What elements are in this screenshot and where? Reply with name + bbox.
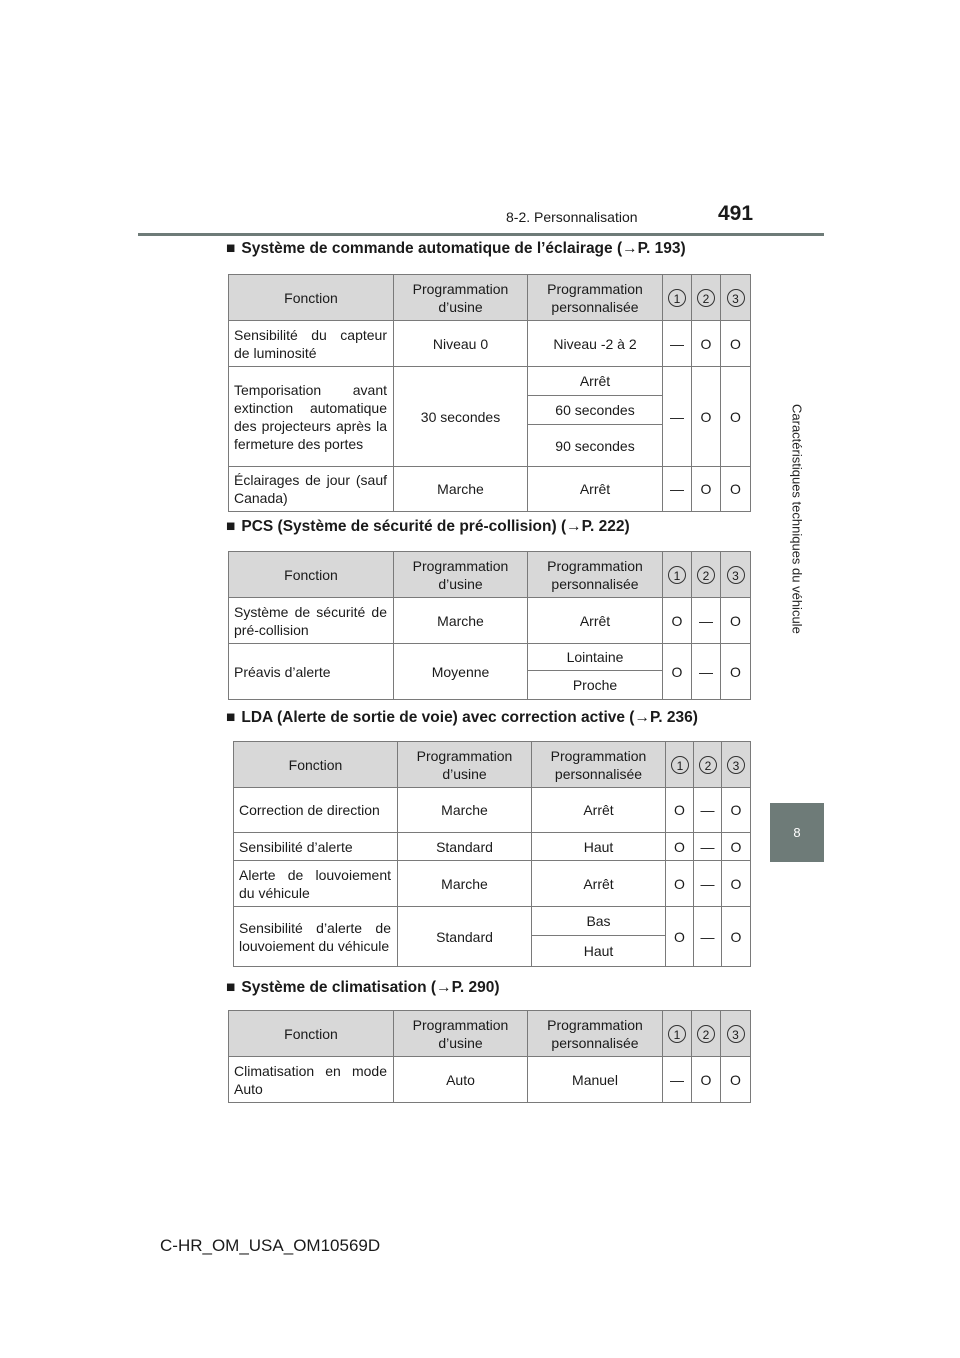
table-header-row bbox=[229, 552, 751, 598]
circled-2-icon: 2 bbox=[699, 756, 717, 774]
cell-usine: Marche bbox=[398, 861, 532, 907]
cell-perso: Arrêt bbox=[528, 467, 663, 512]
col-header-perso: Programmation personnalisée bbox=[528, 1011, 663, 1057]
section-title: PCS (Système de sécurité de pré-collision) ( bbox=[241, 518, 567, 535]
circled-1-icon: 1 bbox=[668, 566, 686, 584]
cell-fonction: Préavis d’alerte bbox=[229, 644, 394, 700]
cell-c1: O bbox=[666, 861, 694, 907]
col-header-perso: Programmation personnalisée bbox=[528, 552, 663, 598]
cell-c3: O bbox=[721, 1057, 751, 1103]
cell-c3: O bbox=[722, 833, 751, 861]
cell-c3: O bbox=[721, 321, 751, 367]
cell-c3: O bbox=[721, 644, 751, 700]
cell-c2: O bbox=[692, 367, 721, 467]
header-rule bbox=[138, 233, 824, 236]
side-tab bbox=[770, 238, 824, 800]
page-number: 491 bbox=[718, 202, 754, 225]
cell-fonction: Correction de direction bbox=[234, 788, 398, 833]
cell-c3: O bbox=[722, 788, 751, 833]
circled-3-icon: 3 bbox=[727, 289, 745, 307]
cell-c1: O bbox=[663, 598, 692, 644]
circled-1-icon: 1 bbox=[671, 756, 689, 774]
cell-usine: Standard bbox=[398, 833, 532, 861]
cell-perso: Arrêt bbox=[532, 788, 666, 833]
cell-c3: O bbox=[721, 367, 751, 467]
cell-c2: — bbox=[694, 833, 722, 861]
cell-perso: Arrêt bbox=[528, 598, 663, 644]
cell-c2: — bbox=[694, 861, 722, 907]
side-tab-title: Caractéristiques techniques du véhicule bbox=[789, 404, 805, 634]
table-row bbox=[229, 644, 751, 671]
arrow-icon: → bbox=[436, 979, 452, 996]
document-code: C-HR_OM_USA_OM10569D bbox=[160, 1236, 381, 1255]
circled-1-icon: 1 bbox=[668, 1025, 686, 1043]
table-header-row bbox=[229, 275, 751, 321]
table-row bbox=[229, 598, 751, 644]
cell-c1: O bbox=[666, 907, 694, 967]
col-header-fonction: Fonction bbox=[229, 552, 394, 598]
cell-c3: O bbox=[722, 907, 751, 967]
cell-c2: O bbox=[692, 467, 721, 512]
circled-3-icon: 3 bbox=[727, 756, 745, 774]
section-heading-lda bbox=[226, 709, 698, 727]
cell-c1: — bbox=[663, 321, 692, 367]
table-row bbox=[229, 367, 751, 396]
square-bullet-icon: ■ bbox=[226, 709, 236, 726]
page-ref-link[interactable]: P. 222) bbox=[581, 518, 630, 535]
cell-perso: Arrêt bbox=[528, 367, 663, 396]
circled-3-icon: 3 bbox=[727, 1025, 745, 1043]
cell-usine: Marche bbox=[394, 467, 528, 512]
section-heading-pcs bbox=[226, 518, 630, 536]
cell-usine: Auto bbox=[394, 1057, 528, 1103]
page-ref-link[interactable]: P. 193) bbox=[637, 240, 686, 257]
cell-perso: Bas bbox=[532, 907, 666, 936]
cell-perso: Lointaine bbox=[528, 644, 663, 671]
circled-3-icon: 3 bbox=[727, 566, 745, 584]
table-lda bbox=[233, 741, 751, 967]
arrow-icon: → bbox=[622, 240, 638, 257]
circled-2-icon: 2 bbox=[697, 566, 715, 584]
section-heading-climatisation bbox=[226, 979, 500, 997]
circled-1-icon: 1 bbox=[668, 289, 686, 307]
section-title: Système de climatisation ( bbox=[241, 979, 437, 996]
arrow-icon: → bbox=[634, 709, 650, 726]
side-tab-chapter: 8 bbox=[770, 803, 824, 862]
cell-c1: — bbox=[663, 467, 692, 512]
table-eclairage bbox=[228, 274, 751, 512]
cell-c1: O bbox=[666, 788, 694, 833]
cell-c1: O bbox=[663, 644, 692, 700]
cell-perso: Haut bbox=[532, 833, 666, 861]
col-header-fonction: Fonction bbox=[229, 275, 394, 321]
table-row bbox=[229, 1057, 751, 1103]
cell-perso: Manuel bbox=[528, 1057, 663, 1103]
col-header-usine: Programmation d’usine bbox=[398, 742, 532, 788]
cell-c2: O bbox=[692, 1057, 721, 1103]
cell-perso: Haut bbox=[532, 936, 666, 967]
col-header-usine: Programmation d’usine bbox=[394, 275, 528, 321]
cell-perso: Niveau -2 à 2 bbox=[528, 321, 663, 367]
cell-usine: Marche bbox=[398, 788, 532, 833]
section-heading-eclairage bbox=[226, 240, 686, 258]
col-header-usine: Programmation d’usine bbox=[394, 1011, 528, 1057]
cell-c2: — bbox=[694, 788, 722, 833]
square-bullet-icon: ■ bbox=[226, 979, 236, 996]
page-ref-link[interactable]: P. 236) bbox=[649, 709, 698, 726]
circled-2-icon: 2 bbox=[697, 1025, 715, 1043]
circled-2-icon: 2 bbox=[697, 289, 715, 307]
cell-c1: O bbox=[666, 833, 694, 861]
cell-c2: — bbox=[692, 644, 721, 700]
cell-fonction: Sensibilité d’alerte bbox=[234, 833, 398, 861]
cell-c3: O bbox=[722, 861, 751, 907]
square-bullet-icon: ■ bbox=[226, 240, 236, 257]
col-header-usine: Programmation d’usine bbox=[394, 552, 528, 598]
cell-fonction: Éclairages de jour (sauf Canada) bbox=[229, 467, 394, 512]
table-climatisation bbox=[228, 1010, 751, 1103]
table-row bbox=[229, 321, 751, 367]
cell-perso: Arrêt bbox=[532, 861, 666, 907]
cell-c2: O bbox=[692, 321, 721, 367]
cell-usine: 30 secondes bbox=[394, 367, 528, 467]
col-header-fonction: Fonction bbox=[234, 742, 398, 788]
cell-perso: Proche bbox=[528, 671, 663, 700]
cell-usine: Niveau 0 bbox=[394, 321, 528, 367]
section-title: Système de commande automatique de l’éclairage ( bbox=[241, 240, 623, 257]
cell-c1: — bbox=[663, 1057, 692, 1103]
table-row bbox=[234, 788, 751, 833]
table-header-row bbox=[229, 1011, 751, 1057]
table-row bbox=[234, 907, 751, 936]
page-ref-link[interactable]: P. 290) bbox=[451, 979, 500, 996]
cell-usine: Marche bbox=[394, 598, 528, 644]
cell-c2: — bbox=[694, 907, 722, 967]
table-pcs bbox=[228, 551, 751, 700]
cell-fonction: Système de sécurité de pré-collision bbox=[229, 598, 394, 644]
col-header-perso: Programmation personnalisée bbox=[532, 742, 666, 788]
table-row bbox=[234, 833, 751, 861]
cell-fonction: Climatisation en mode Auto bbox=[229, 1057, 394, 1103]
cell-usine: Standard bbox=[398, 907, 532, 967]
cell-c1: — bbox=[663, 367, 692, 467]
cell-perso: 90 secondes bbox=[528, 425, 663, 467]
arrow-icon: → bbox=[566, 518, 582, 535]
cell-perso: 60 secondes bbox=[528, 396, 663, 425]
square-bullet-icon: ■ bbox=[226, 518, 236, 535]
col-header-fonction: Fonction bbox=[229, 1011, 394, 1057]
cell-fonction: Temporisation avant extinction automatique des projecteurs après la fermeture des portes bbox=[229, 367, 394, 467]
cell-c3: O bbox=[721, 467, 751, 512]
table-row bbox=[234, 861, 751, 907]
cell-c2: — bbox=[692, 598, 721, 644]
cell-c3: O bbox=[721, 598, 751, 644]
col-header-perso: Programmation personnalisée bbox=[528, 275, 663, 321]
cell-usine: Moyenne bbox=[394, 644, 528, 700]
cell-fonction: Sensibilité du capteur de luminosité bbox=[229, 321, 394, 367]
table-header-row bbox=[234, 742, 751, 788]
page-header-section: 8-2. Personnalisation bbox=[506, 209, 638, 225]
section-title: LDA (Alerte de sortie de voie) avec correction active ( bbox=[241, 709, 635, 726]
cell-fonction: Sensibilité d’alerte de louvoiement du véhicule bbox=[234, 907, 398, 967]
cell-fonction: Alerte de louvoiement du véhicule bbox=[234, 861, 398, 907]
table-row bbox=[229, 467, 751, 512]
